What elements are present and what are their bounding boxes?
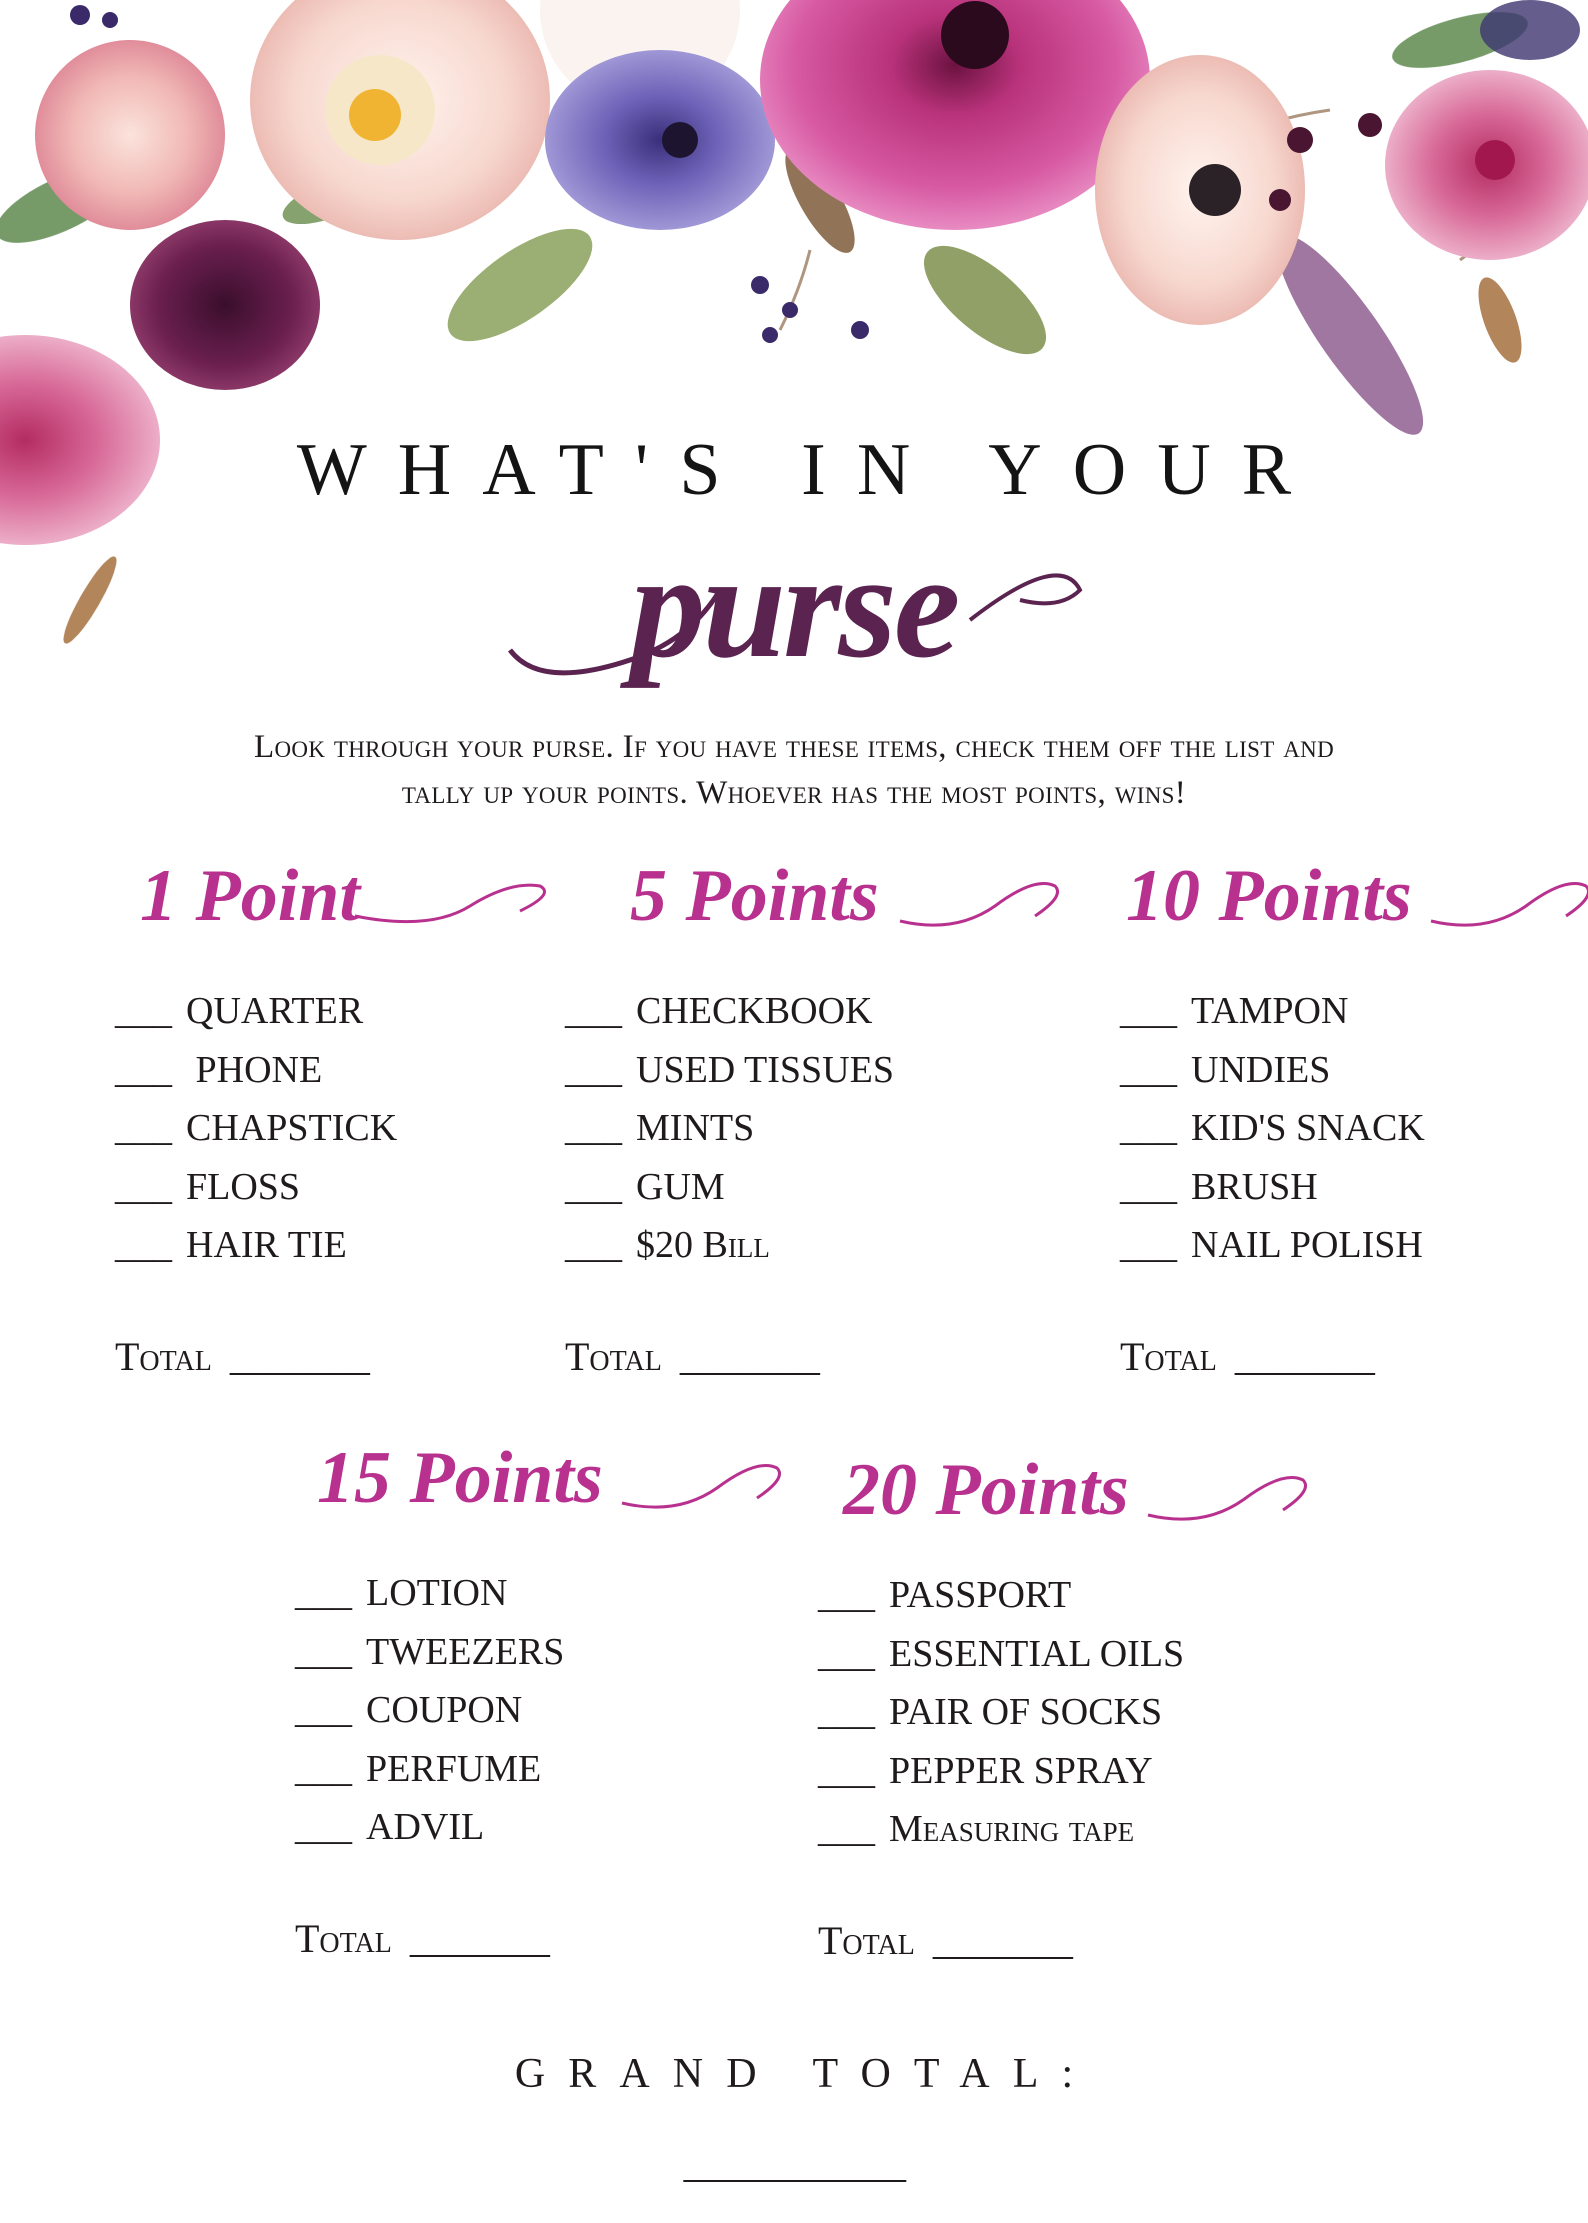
item-label: PERFUME	[366, 1747, 542, 1790]
checkbox-blank: ___	[1120, 1048, 1177, 1091]
item-label: PASSPORT	[889, 1574, 1072, 1616]
total-label: Total	[115, 1333, 212, 1379]
points-group-15	[295, 1428, 603, 1962]
checkbox-blank: ___	[818, 1749, 875, 1792]
checkbox-blank: ___	[115, 990, 172, 1032]
item-label: COUPON	[366, 1689, 523, 1731]
checkbox-blank: ___	[115, 1107, 172, 1149]
item-label: Measuring tape	[889, 1808, 1135, 1850]
total-line: _______	[679, 1333, 820, 1379]
checkbox-blank: ___	[565, 1165, 622, 1208]
list-item	[1120, 1099, 1425, 1158]
list-item	[1120, 982, 1425, 1041]
item-label: UNDIES	[1191, 1048, 1331, 1091]
total-line: _______	[409, 1915, 550, 1961]
item-label: CHECKBOOK	[636, 990, 873, 1032]
group-total	[115, 1333, 397, 1380]
group-heading	[630, 846, 894, 946]
list-item	[115, 1158, 397, 1217]
list-item	[565, 1099, 894, 1158]
group-heading-text: 1 Point	[140, 855, 360, 937]
checkbox-blank: ___	[818, 1808, 875, 1850]
group-total	[295, 1915, 603, 1962]
list-item	[818, 1625, 1184, 1684]
grand-total-line: ____________	[683, 2141, 905, 2186]
list-item	[115, 1099, 397, 1158]
group-heading	[317, 1428, 603, 1528]
checkbox-blank: ___	[1120, 1165, 1177, 1208]
title-line-2-script: purse	[630, 523, 958, 689]
list-item	[295, 1681, 603, 1740]
item-label: BRUSH	[1191, 1165, 1318, 1208]
group-heading	[1126, 846, 1425, 946]
item-label: FLOSS	[186, 1165, 301, 1208]
item-label: PEPPER SPRAY	[889, 1749, 1153, 1792]
list-item	[1120, 1041, 1425, 1100]
checkbox-blank: ___	[565, 1048, 622, 1091]
list-item	[295, 1798, 603, 1857]
item-label: $20 Bill	[636, 1224, 770, 1266]
checkbox-blank: ___	[818, 1691, 875, 1733]
checkbox-blank: ___	[565, 990, 622, 1032]
checkbox-blank: ___	[115, 1165, 172, 1208]
group-total	[565, 1333, 894, 1380]
points-group-10	[1120, 846, 1425, 1380]
checkbox-blank: ___	[1120, 990, 1177, 1032]
checkbox-blank: ___	[565, 1224, 622, 1266]
item-label: LOTION	[366, 1572, 508, 1614]
item-label: TAMPON	[1191, 990, 1349, 1032]
item-label: KID'S SNACK	[1191, 1107, 1425, 1149]
list-item	[818, 1742, 1184, 1801]
item-label: ESSENTIAL OILS	[889, 1632, 1185, 1675]
list-item	[565, 1158, 894, 1217]
group-total	[1120, 1333, 1425, 1380]
heading-swash	[617, 1428, 807, 1528]
list-item	[565, 1041, 894, 1100]
item-label: USED TISSUES	[636, 1048, 894, 1091]
heading-swash	[895, 846, 1095, 946]
group-heading-text: 5 Points	[630, 855, 879, 937]
item-label: HAIR TIE	[186, 1224, 347, 1266]
total-label: Total	[565, 1333, 662, 1379]
checkbox-blank: ___	[295, 1806, 352, 1848]
instructions-line-2: tally up your points. Whoever has the most points, wins!	[401, 775, 1187, 811]
checkbox-blank: ___	[115, 1048, 172, 1091]
item-list	[1120, 982, 1425, 1275]
group-heading-text: 20 Points	[843, 1449, 1129, 1531]
list-item	[115, 1041, 397, 1100]
item-label: MINTS	[636, 1107, 755, 1149]
checkbox-blank: ___	[295, 1572, 352, 1614]
list-item	[565, 1216, 894, 1275]
title-line-1: WHAT'S IN YOUR	[296, 429, 1323, 511]
item-label: GUM	[636, 1165, 725, 1208]
group-total	[818, 1917, 1184, 1964]
list-item	[115, 1216, 397, 1275]
item-label: NAIL POLISH	[1191, 1224, 1423, 1266]
item-label: TWEEZERS	[366, 1630, 565, 1673]
item-list	[818, 1566, 1184, 1859]
list-item	[818, 1566, 1184, 1625]
group-heading-text: 10 Points	[1126, 855, 1412, 937]
checkbox-blank: ___	[295, 1630, 352, 1673]
item-label: QUARTER	[186, 990, 364, 1032]
checkbox-blank: ___	[1120, 1107, 1177, 1149]
checkbox-blank: ___	[295, 1689, 352, 1731]
heading-swash	[350, 846, 580, 946]
item-label: PAIR OF SOCKS	[889, 1691, 1163, 1733]
item-list	[115, 982, 397, 1275]
checkbox-blank: ___	[115, 1224, 172, 1266]
list-item	[295, 1564, 603, 1623]
list-item	[295, 1740, 603, 1799]
item-label: ADVIL	[366, 1806, 485, 1848]
grand-total-label: GRAND TOTAL:	[514, 2051, 1097, 2097]
checkbox-blank: ___	[295, 1747, 352, 1790]
total-label: Total	[295, 1915, 392, 1961]
total-line: _______	[229, 1333, 370, 1379]
list-item	[1120, 1216, 1425, 1275]
instructions-line-1: Look through your purse. If you have these items, check them off the list and	[253, 729, 1335, 765]
checkbox-blank: ___	[1120, 1224, 1177, 1266]
heading-swash	[1426, 846, 1588, 946]
list-item	[565, 982, 894, 1041]
group-heading	[140, 846, 397, 946]
heading-swash	[1143, 1440, 1333, 1540]
points-group-5	[565, 846, 894, 1380]
checkbox-blank: ___	[565, 1107, 622, 1149]
item-label: CHAPSTICK	[186, 1107, 398, 1149]
list-item	[818, 1800, 1184, 1859]
instructions	[80, 724, 1508, 816]
item-list	[295, 1564, 603, 1857]
group-heading	[843, 1440, 1184, 1540]
list-item	[115, 982, 397, 1041]
points-group-20	[818, 1440, 1184, 1964]
list-item	[295, 1623, 603, 1682]
item-label: PHONE	[186, 1048, 323, 1091]
checkbox-blank: ___	[818, 1574, 875, 1616]
item-list	[565, 982, 894, 1275]
list-item	[1120, 1158, 1425, 1217]
total-line: _______	[1234, 1333, 1375, 1379]
total-label: Total	[818, 1917, 915, 1963]
checkbox-blank: ___	[818, 1632, 875, 1675]
total-label: Total	[1120, 1333, 1217, 1379]
list-item	[818, 1683, 1184, 1742]
group-heading-text: 15 Points	[317, 1437, 603, 1519]
total-line: _______	[932, 1917, 1073, 1963]
points-group-1	[115, 846, 397, 1380]
